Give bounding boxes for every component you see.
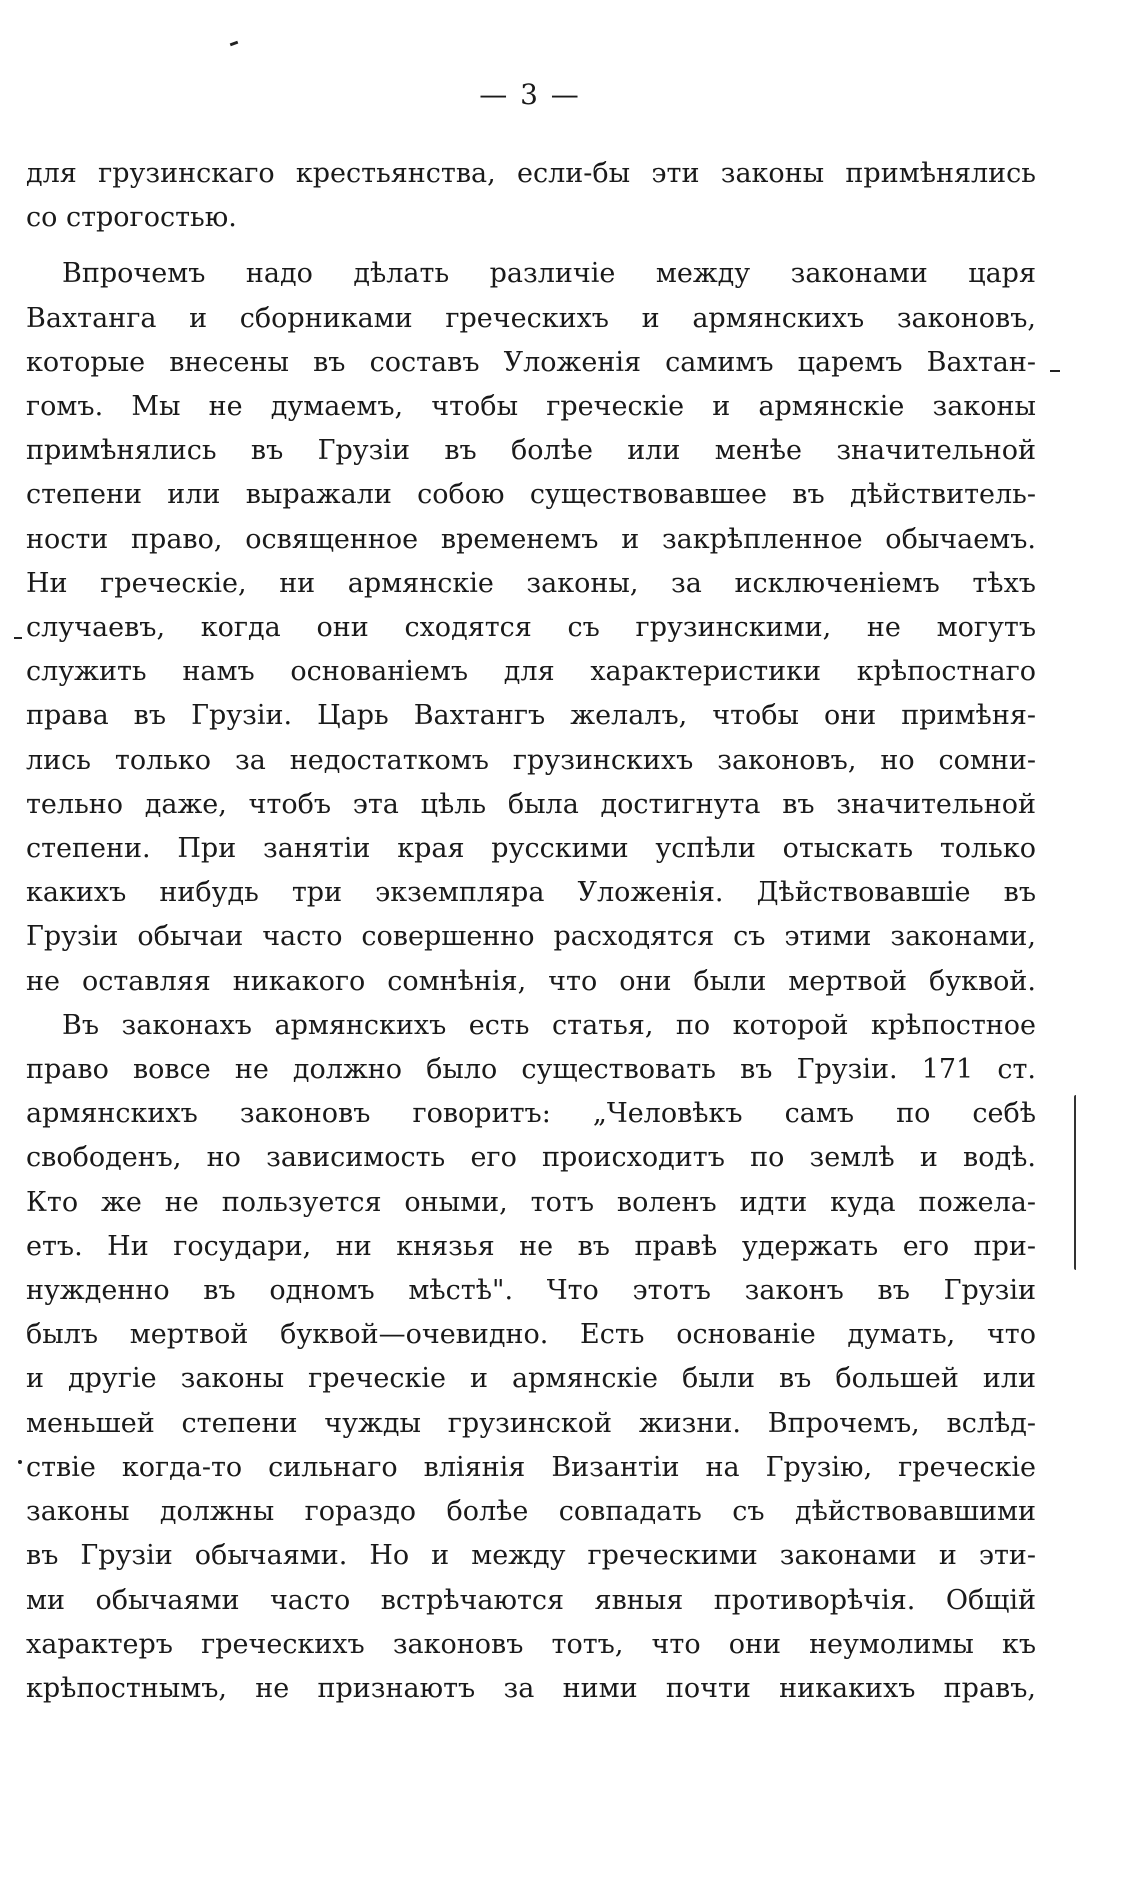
paragraph-first-line: Впрочемъ надо дѣлать различіе между законами царя <box>62 258 1036 290</box>
margin-dot <box>18 1460 22 1464</box>
text-line: степени или выражали собою существовавшее въ дѣйствитель- <box>26 479 1036 511</box>
text-line: не оставляя никакого сомнѣнія, что они были мертвой буквой. <box>26 965 1036 997</box>
text-line: Грузіи обычаи часто совершенно расходятся съ этими законами, <box>26 921 1036 953</box>
text-line: Ни греческіе, ни армянскіе законы, за исключеніемъ тѣхъ <box>26 567 1036 599</box>
text-line: со строгостью. <box>26 202 237 234</box>
text-line: ности право, освященное временемъ и закрѣпленное обычаемъ. <box>26 523 1036 555</box>
stray-mark <box>230 41 239 47</box>
text-line: Кто же не пользуется оными, тотъ воленъ идти куда пожела- <box>26 1186 1036 1218</box>
text-line: какихъ нибудь три экземпляра Уложенія. Дѣйствовавшіе въ <box>26 877 1036 909</box>
text-line: характеръ греческихъ законовъ тотъ, что они неумолимы къ <box>26 1628 1036 1660</box>
text-line: въ Грузіи обычаями. Но и между греческими законами и эти- <box>26 1540 1036 1572</box>
text-line: етъ. Ни государи, ни князья не въ правѣ удержать его при- <box>26 1230 1036 1262</box>
margin-dash <box>14 637 22 639</box>
paragraph-first-line: Въ законахъ армянскихъ есть статья, по которой крѣпостное <box>62 1009 1036 1041</box>
text-line: ствіе когда-то сильнаго вліянія Византіи на Грузію, греческіе <box>26 1451 1036 1483</box>
text-line: случаевъ, когда они сходятся съ грузинскими, не могутъ <box>26 612 1036 644</box>
text-line: свободенъ, но зависимость его происходитъ по землѣ и водѣ. <box>26 1142 1036 1174</box>
page-number: — 3 — <box>479 78 581 111</box>
text-line: тельно даже, чтобъ эта цѣль была достигнута въ значительной <box>26 788 1036 820</box>
text-line: примѣнялись въ Грузіи въ болѣе или менѣе значительной <box>26 435 1036 467</box>
text-line: права въ Грузіи. Царь Вахтангъ желалъ, чтобы они примѣня- <box>26 700 1036 732</box>
body-text <box>26 152 1036 1711</box>
margin-dash <box>1050 370 1060 372</box>
text-line: меньшей степени чужды грузинской жизни. Впрочемъ, вслѣд- <box>26 1407 1036 1439</box>
text-line: законы должны гораздо болѣе совпадать съ дѣйствовавшими <box>26 1496 1036 1528</box>
text-line: и другіе законы греческіе и армянскіе были въ большей или <box>26 1363 1036 1395</box>
text-line: нужденно въ одномъ мѣстѣ". Что этотъ законъ въ Грузіи <box>26 1275 1036 1307</box>
text-line: лись только за недостаткомъ грузинскихъ законовъ, но сомни- <box>26 744 1036 776</box>
text-line: крѣпостнымъ, не признаютъ за ними почти никакихъ правъ, <box>26 1672 1036 1704</box>
text-line: армянскихъ законовъ говоритъ: „Человѣкъ самъ по себѣ <box>26 1098 1036 1130</box>
text-line: для грузинскаго крестьянства, если-бы эти законы примѣнялись <box>26 158 1036 189</box>
text-line: гомъ. Мы не думаемъ, чтобы греческіе и армянскіе законы <box>26 391 1036 423</box>
text-line: степени. При занятіи края русскими успѣли отыскать только <box>26 833 1036 865</box>
text-line: право вовсе не должно было существовать въ Грузіи. 171 ст. <box>26 1054 1036 1086</box>
text-line: которые внесены въ составъ Уложенія самимъ царемъ Вахтан- <box>26 346 1036 378</box>
text-line: былъ мертвой буквой—очевидно. Есть основаніе думать, что <box>26 1319 1036 1351</box>
text-line: служить намъ основаніемъ для характеристики крѣпостнаго <box>26 656 1036 688</box>
text-line: ми обычаями часто встрѣчаются явныя противорѣчія. Общій <box>26 1584 1036 1616</box>
margin-bracket <box>1074 1095 1079 1270</box>
text-line: Вахтанга и сборниками греческихъ и армянскихъ законовъ, <box>26 302 1036 334</box>
